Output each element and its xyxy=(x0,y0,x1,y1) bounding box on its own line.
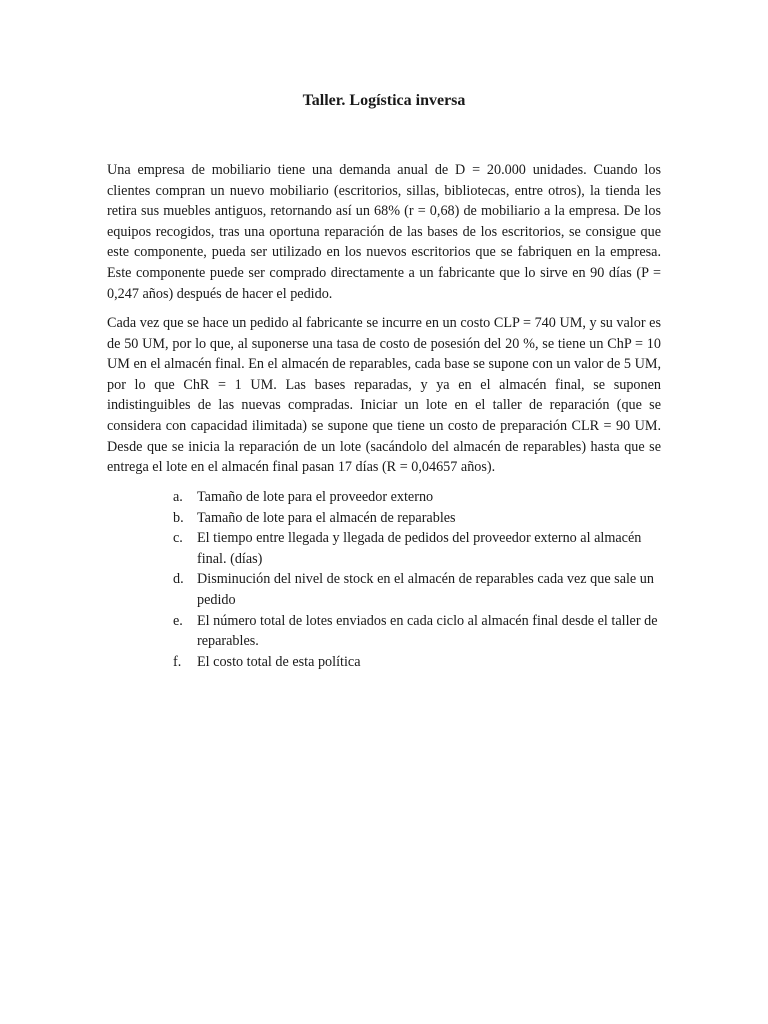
question-item-d xyxy=(107,569,661,610)
question-item-f xyxy=(107,652,661,673)
question-item-c xyxy=(107,528,661,569)
question-text: El costo total de esta política xyxy=(197,653,361,670)
question-marker: f. xyxy=(173,653,182,670)
question-marker: d. xyxy=(173,571,184,588)
problem-paragraph-1: Una empresa de mobiliario tiene una demanda anual de D = 20.000 unidades. Cuando los clientes compran un nuevo mobiliario (escritorios, sillas, bibliotecas, entre otros), la tienda les retira sus muebles antiguos, retornando así un 68% (r = 0,68) de mobiliario a la empresa. De los equipos recogidos, tras una oportuna reparación de las bases de los escritorios, se consigue que este componente, pueda ser utilizado en los nuevos escritorios que se fabriquen en la empresa. Este componente puede ser comprado directamente a un fabricante que lo sirve en 90 días (P = 0,247 años) después de hacer el pedido. xyxy=(107,162,661,302)
question-text: Tamaño de lote para el almacén de reparables xyxy=(197,509,456,526)
question-text: Disminución del nivel de stock en el almacén de reparables cada vez que sale un pedido xyxy=(197,571,654,608)
question-marker: c. xyxy=(173,530,183,547)
question-item-b xyxy=(107,508,661,529)
question-text: El número total de lotes enviados en cada ciclo al almacén final desde el taller de reparables. xyxy=(197,612,658,650)
question-marker: e. xyxy=(173,612,183,629)
questions-list xyxy=(107,487,661,672)
question-text: Tamaño de lote para el proveedor externo xyxy=(197,489,434,505)
question-marker: a. xyxy=(173,489,183,505)
question-item-a xyxy=(107,487,661,508)
question-text: El tiempo entre llegada y llegada de pedidos del proveedor externo al almacén final. (días) xyxy=(197,530,642,567)
document-title: Taller. Logística inversa xyxy=(302,92,466,109)
problem-paragraph-2: Cada vez que se hace un pedido al fabricante se incurre en un costo CLP = 740 UM, y su valor es de 50 UM, por lo que, al suponerse una tasa de costo de posesión del 20 %, se tiene un ChP = 10 UM en el almacén final. En el almacén de reparables, cada base se supone con un valor de 5 UM, por lo que ChR = 1 UM. Las bases reparadas, y ya en el almacén final, se suponen indistinguibles de las nuevas compradas. Iniciar un lote en el taller de reparación (que se considera con capacidad ilimitada) se supone que tiene un costo de preparación CLR = 90 UM. Desde que se inicia la reparación de un lote (sacándolo del almacén de reparables) hasta que se entrega el lote en el almacén final pasan 17 días (R = 0,04657 años). xyxy=(107,315,661,476)
question-item-e xyxy=(107,611,661,652)
question-marker: b. xyxy=(173,509,184,526)
